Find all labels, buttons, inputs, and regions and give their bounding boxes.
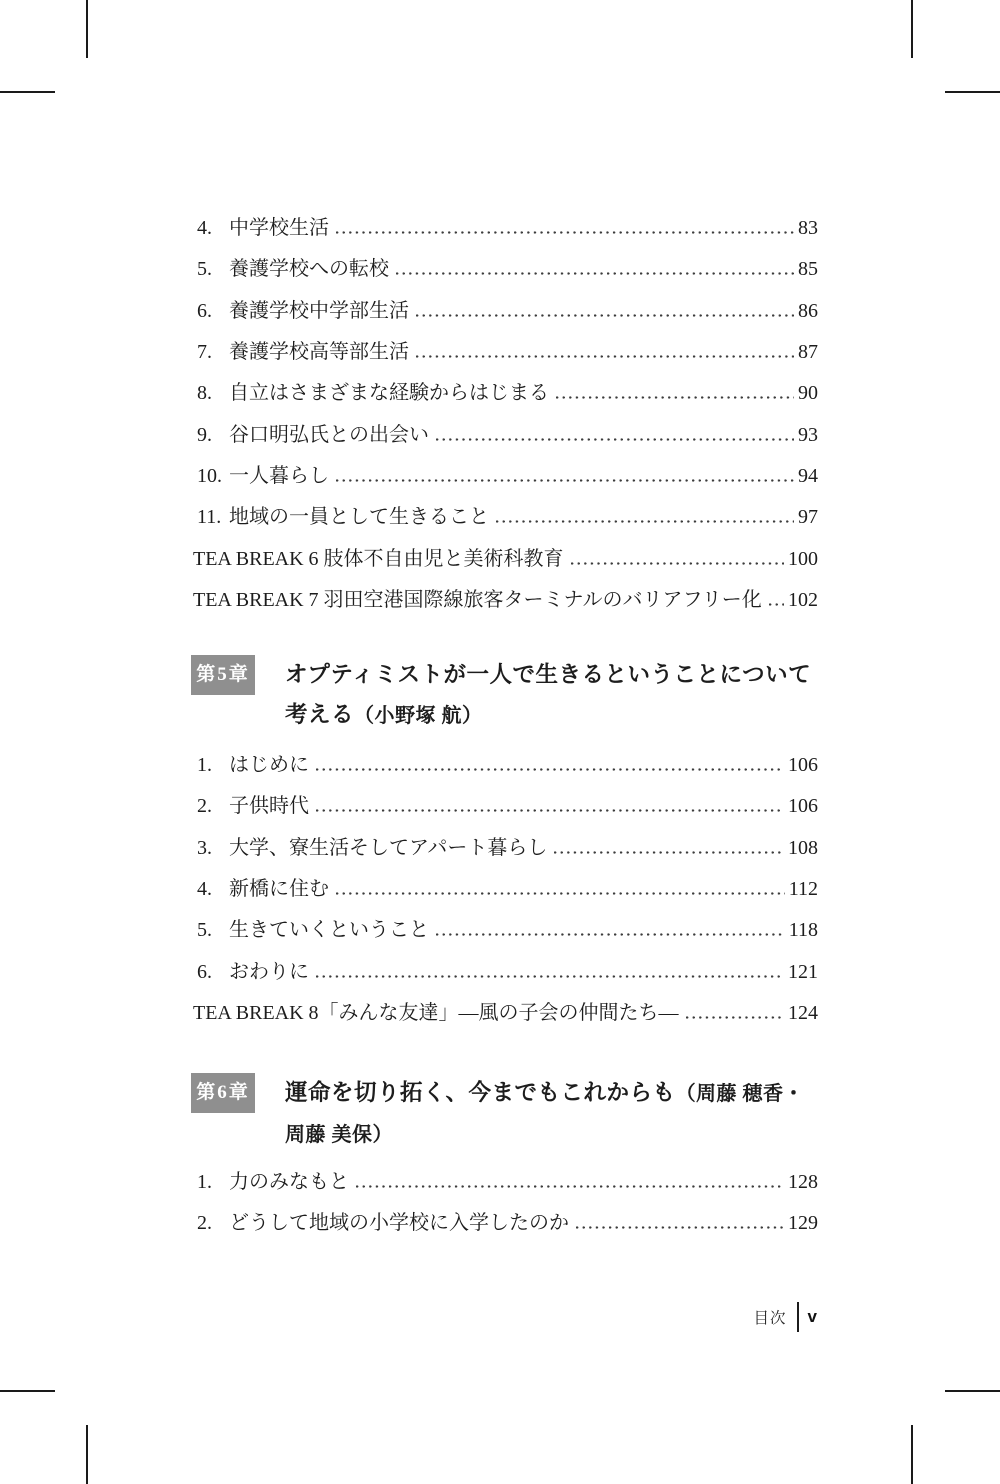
toc-entry-number: 3. bbox=[197, 836, 212, 859]
chapter-5-title-text: オプティミストが一人で生きるということについて考える bbox=[285, 662, 812, 727]
toc-entry-page-number: 106 bbox=[788, 754, 818, 776]
page-footer bbox=[754, 1300, 817, 1334]
crop-mark-top-right-vertical bbox=[911, 0, 913, 58]
crop-mark-top-right-horizontal bbox=[945, 91, 1000, 93]
toc-entry-number: 5. bbox=[197, 258, 212, 281]
toc-entry-page-number: 108 bbox=[788, 836, 818, 859]
toc-entry-page-number: 102 bbox=[788, 588, 818, 611]
crop-mark-bottom-right-vertical bbox=[911, 1425, 913, 1484]
toc-entry-page-number: 129 bbox=[788, 1212, 818, 1235]
toc-entry bbox=[193, 453, 818, 494]
footer-page-number: v bbox=[807, 1307, 817, 1326]
dot-leader bbox=[316, 768, 784, 771]
toc-entry-page-number: 118 bbox=[788, 919, 818, 942]
toc-entry-page-number: 87 bbox=[798, 340, 818, 363]
toc-entry bbox=[193, 577, 818, 618]
dot-leader bbox=[416, 355, 794, 358]
toc-entry bbox=[193, 1159, 818, 1200]
toc-entry bbox=[193, 494, 818, 535]
toc-entry bbox=[193, 742, 818, 783]
dot-leader bbox=[316, 809, 784, 812]
toc-list-chapter-6 bbox=[193, 1159, 818, 1242]
toc-entry bbox=[193, 990, 818, 1031]
dot-leader bbox=[554, 851, 784, 854]
dot-leader bbox=[571, 562, 784, 565]
toc-entry-title: 新橋に住む bbox=[229, 877, 329, 900]
toc-entry-page-number: 85 bbox=[798, 258, 818, 281]
toc-entry-page-number: 94 bbox=[798, 464, 818, 487]
toc-entry-number: 7. bbox=[197, 340, 212, 363]
toc-entry-title: 地域の一員として生きること bbox=[229, 506, 489, 529]
dot-leader bbox=[356, 1185, 784, 1188]
footer-divider bbox=[797, 1302, 799, 1332]
toc-entry bbox=[193, 783, 818, 824]
toc-entry-page-number: 124 bbox=[788, 1001, 818, 1024]
toc-entry bbox=[193, 370, 818, 411]
chapter-5-badge: 第5章 bbox=[191, 655, 255, 695]
dot-leader bbox=[316, 975, 784, 978]
dot-leader bbox=[686, 1016, 784, 1019]
toc-entry-title: 谷口明弘氏との出会い bbox=[229, 423, 429, 446]
dot-leader bbox=[576, 1226, 784, 1229]
crop-mark-top-left-vertical bbox=[86, 0, 88, 58]
dot-leader bbox=[396, 272, 794, 275]
toc-entry bbox=[193, 536, 818, 577]
toc-entry-page-number: 106 bbox=[788, 795, 818, 818]
toc-entry-page-number: 83 bbox=[798, 217, 818, 239]
dot-leader bbox=[336, 231, 794, 234]
toc-entry-page-number: 86 bbox=[798, 299, 818, 322]
dot-leader bbox=[436, 933, 785, 936]
toc-entry-number: 1. bbox=[197, 1171, 212, 1193]
toc-entry-title: 中学校生活 bbox=[229, 217, 329, 239]
dot-leader bbox=[556, 396, 794, 399]
toc-entry-number: 1. bbox=[197, 754, 212, 776]
chapter-6-title bbox=[285, 1073, 822, 1155]
dot-leader bbox=[416, 314, 794, 317]
toc-entry-page-number: 93 bbox=[798, 423, 818, 446]
toc-entry bbox=[193, 825, 818, 866]
toc-entry bbox=[193, 246, 818, 287]
toc-entry-number: 2. bbox=[197, 1212, 212, 1235]
dot-leader bbox=[336, 892, 785, 895]
toc-entry bbox=[193, 907, 818, 948]
chapter-6-author: （周藤 穂香・周藤 美保） bbox=[285, 1083, 805, 1146]
toc-entry-page-number: 121 bbox=[788, 960, 818, 983]
toc-entry-number: 2. bbox=[197, 795, 212, 818]
toc-entry bbox=[193, 205, 818, 246]
toc-list-chapter-5 bbox=[193, 742, 818, 1031]
toc-entry-title: 養護学校中学部生活 bbox=[229, 299, 409, 322]
toc-entry-number: 10. bbox=[197, 464, 222, 487]
toc-entry-title: TEA BREAK 7 羽田空港国際線旅客ターミナルのバリアフリー化 bbox=[193, 588, 762, 611]
toc-entry-number: 4. bbox=[197, 217, 212, 239]
toc-entry-title: 子供時代 bbox=[229, 795, 309, 818]
toc-entry-number: 8. bbox=[197, 382, 212, 405]
crop-mark-top-left-horizontal bbox=[0, 91, 55, 93]
dot-leader bbox=[436, 438, 794, 441]
toc-entry-number: 11. bbox=[197, 506, 222, 529]
toc-entry bbox=[193, 329, 818, 370]
toc-entry bbox=[193, 866, 818, 907]
crop-mark-bottom-left-vertical bbox=[86, 1425, 88, 1484]
toc-entry-title: はじめに bbox=[229, 754, 309, 776]
toc-entry-title: 一人暮らし bbox=[229, 464, 329, 487]
toc-entry-title: 自立はさまざまな経験からはじまる bbox=[229, 382, 549, 405]
chapter-5-title bbox=[285, 655, 822, 736]
toc-entry-title: 養護学校への転校 bbox=[229, 258, 389, 281]
dot-leader bbox=[496, 520, 794, 523]
toc-entry-title: おわりに bbox=[229, 960, 309, 983]
toc-entry-title: 生きていくということ bbox=[229, 919, 429, 942]
toc-entry bbox=[193, 412, 818, 453]
toc-entry-number: 6. bbox=[197, 960, 212, 983]
toc-entry-page-number: 112 bbox=[788, 877, 818, 900]
toc-entry bbox=[193, 949, 818, 990]
toc-entry bbox=[193, 1200, 818, 1241]
toc-entry-number: 5. bbox=[197, 919, 212, 942]
toc-list-previous-chapter bbox=[193, 205, 818, 618]
toc-entry-title: 大学、寮生活そしてアパート暮らし bbox=[229, 836, 548, 859]
crop-mark-bottom-right-horizontal bbox=[945, 1390, 1000, 1392]
toc-entry-page-number: 128 bbox=[788, 1171, 818, 1193]
chapter-6-title-text: 運命を切り拓く、今までもこれからも bbox=[285, 1080, 676, 1105]
chapter-5-author: （小野塚 航） bbox=[354, 705, 483, 727]
toc-entry-title: 力のみなもと bbox=[229, 1171, 349, 1193]
dot-leader bbox=[769, 603, 784, 606]
toc-entry-page-number: 90 bbox=[798, 382, 818, 405]
chapter-5-heading bbox=[191, 655, 823, 736]
toc-entry-title: TEA BREAK 8「みんな友達」―風の子会の仲間たち― bbox=[193, 1001, 679, 1024]
crop-mark-bottom-left-horizontal bbox=[0, 1390, 55, 1392]
dot-leader bbox=[336, 479, 794, 482]
chapter-6-heading bbox=[191, 1073, 823, 1155]
toc-entry bbox=[193, 288, 818, 329]
toc-entry-number: 6. bbox=[197, 299, 212, 322]
footer-section-label: 目次 bbox=[753, 1310, 787, 1327]
toc-entry-page-number: 97 bbox=[798, 506, 818, 529]
toc-entry-number: 9. bbox=[197, 423, 212, 446]
toc-entry-title: TEA BREAK 6 肢体不自由児と美術科教育 bbox=[193, 547, 564, 570]
toc-entry-title: 養護学校高等部生活 bbox=[229, 340, 409, 363]
toc-entry-page-number: 100 bbox=[788, 547, 818, 570]
toc-entry-number: 4. bbox=[197, 877, 212, 900]
toc-entry-title: どうして地域の小学校に入学したのか bbox=[229, 1212, 569, 1235]
chapter-6-badge: 第6章 bbox=[191, 1073, 255, 1113]
